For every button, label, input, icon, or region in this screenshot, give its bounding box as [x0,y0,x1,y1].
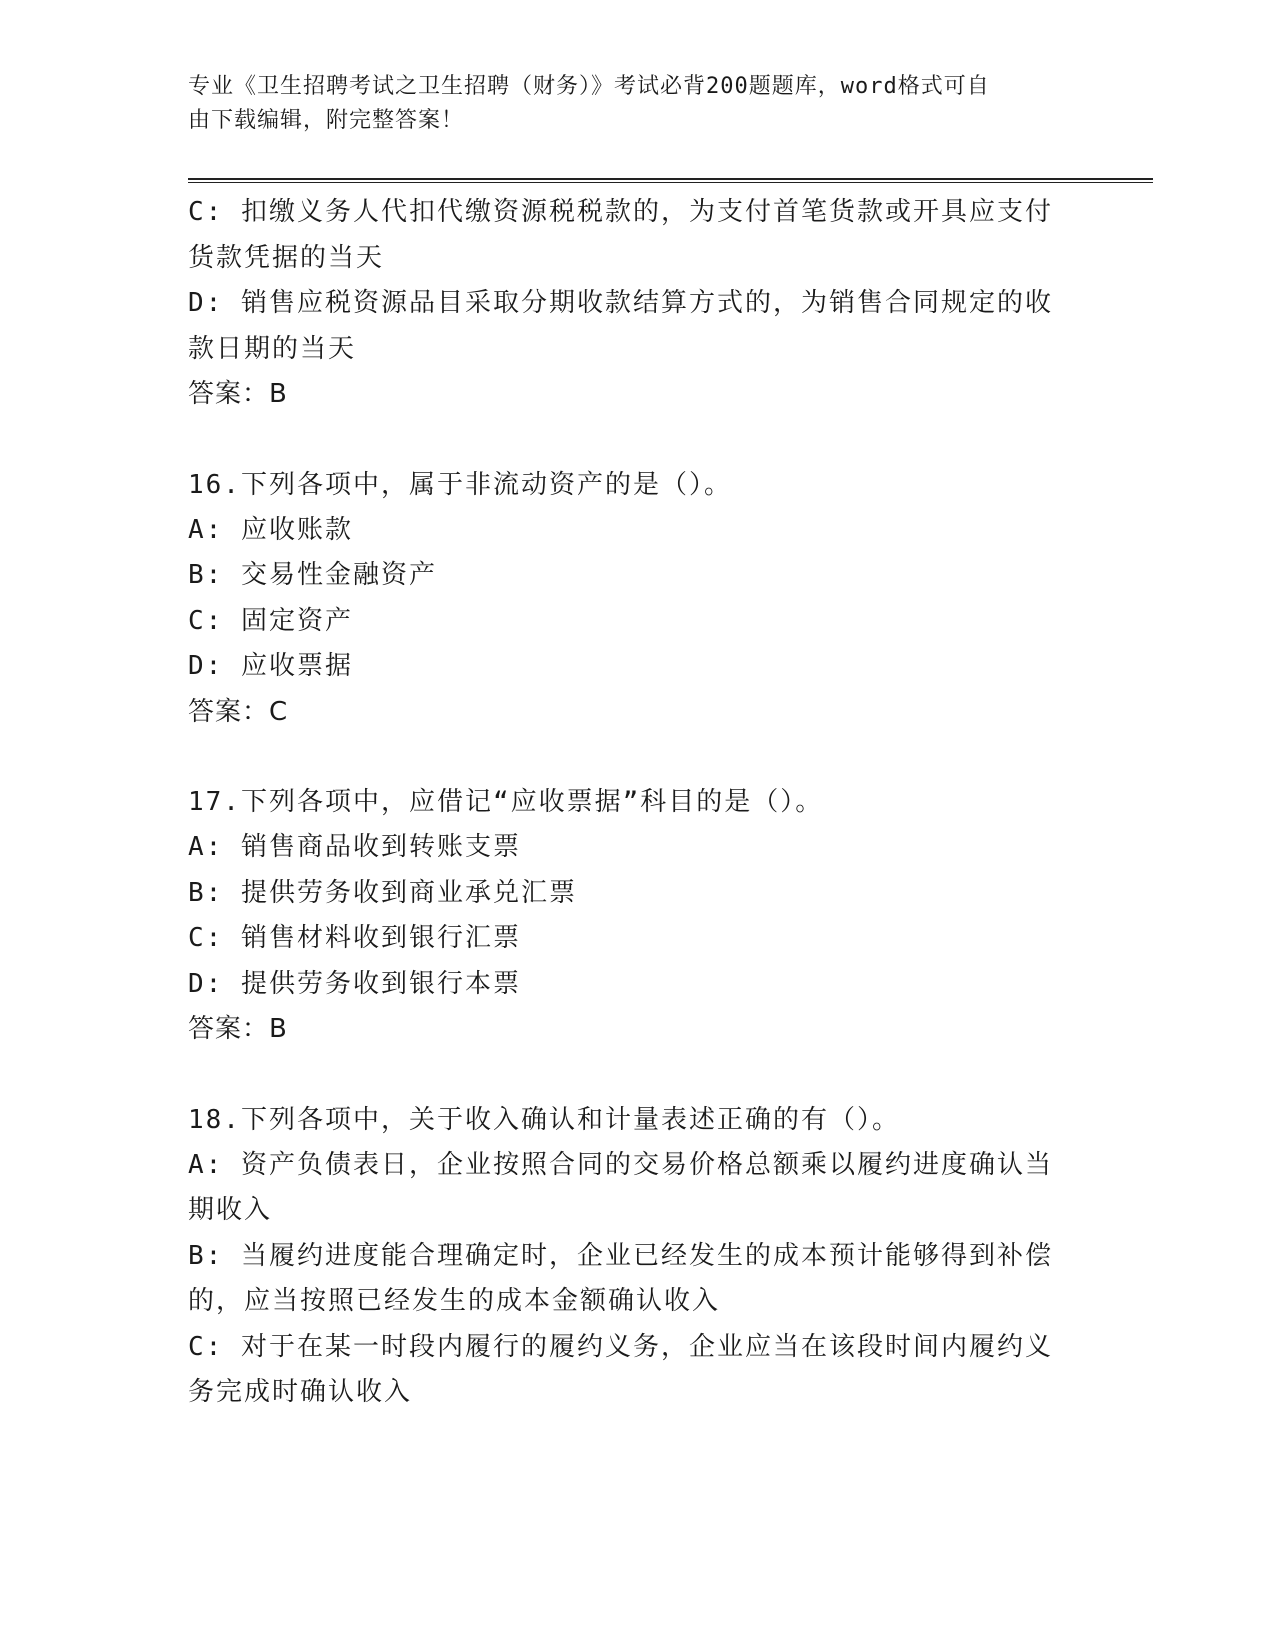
option-b: B: 交易性金融资产 [188,560,437,590]
question-15-continued [188,190,1083,418]
question-title: 18.下列各项中，关于收入确认和计量表述正确的有（）。 [188,1104,900,1135]
question-17 [188,779,1083,1053]
option-a-continued: 期收入 [188,1195,273,1225]
question-18 [188,1097,1083,1416]
option-b-continued: 的，应当按照已经发生的成本金额确认收入 [188,1286,721,1316]
header-line-1: 专业《卫生招聘考试之卫生招聘（财务）》考试必背200题题库，word格式可自 [188,74,990,99]
header-line-2: 由下载编辑，附完整答案！ [188,108,465,133]
option-a: A: 销售商品收到转账支票 [188,832,521,862]
option-a: A: 资产负债表日，企业按照合同的交易价格总额乘以履约进度确认当 [188,1149,1053,1180]
option-d: D: 销售应税资源品目采取分期收款结算方式的，为销售合同规定的收 [188,288,1053,318]
question-title: 16.下列各项中，属于非流动资产的是（）。 [188,469,732,500]
option-c: C: 对于在某一时段内履行的履约义务，企业应当在该段时间内履约义 [188,1331,1053,1362]
option-d: D: 应收票据 [188,651,353,681]
header-divider [188,178,1153,183]
option-c: C: 销售材料收到银行汇票 [188,923,521,953]
option-c-continued: 货款凭据的当天 [188,242,385,273]
option-b: B: 当履约进度能合理确定时，企业已经发生的成本预计能够得到补偿 [188,1240,1053,1271]
question-16 [188,462,1083,736]
answer: 答案：C [188,696,289,727]
document-header [188,70,1088,138]
option-c: C: 固定资产 [188,605,353,636]
answer: 答案：B [188,1014,288,1044]
question-title: 17.下列各项中，应借记“应收票据”科目的是（）。 [188,787,824,817]
option-a: A: 应收账款 [188,514,353,545]
option-d: D: 提供劳务收到银行本票 [188,968,521,999]
option-d-continued: 款日期的当天 [188,333,357,364]
option-b: B: 提供劳务收到商业承兑汇票 [188,877,577,908]
question-content [188,190,1083,1416]
option-c-continued: 务完成时确认收入 [188,1377,413,1407]
answer: 答案：B [188,379,288,409]
option-c: C: 扣缴义务人代扣代缴资源税税款的，为支付首笔货款或开具应支付 [188,197,1053,227]
